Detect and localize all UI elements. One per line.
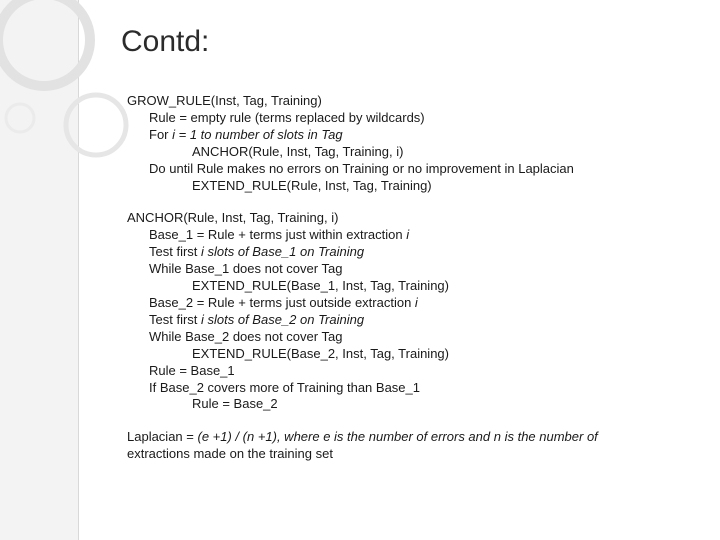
code-line: While Base_2 does not cover Tag [149,328,343,344]
code-line: Rule = Base_1 [149,362,235,378]
anchor-block [127,210,707,413]
text-line: extractions made on the training set [127,446,333,462]
code-line: Test first i slots of Base_1 on Training [149,244,365,260]
code-line: GROW_RULE(Inst, Tag, Training) [127,93,322,108]
left-sidebar-panel [0,0,79,540]
code-line: EXTEND_RULE(Rule, Inst, Tag, Training) [192,177,432,193]
slide-title: Contd: [121,25,210,58]
code-line: While Base_1 does not cover Tag [149,261,343,277]
code-line: For i = 1 to number of slots in Tag [149,126,343,142]
code-line: ANCHOR(Rule, Inst, Tag, Training, i) [192,143,404,159]
code-line: Base_1 = Rule + terms just within extraction i [149,227,410,243]
laplacian-note [127,429,707,463]
code-line: Rule = empty rule (terms replaced by wildcards) [149,109,425,125]
grow-rule-block [127,93,707,194]
code-line: ANCHOR(Rule, Inst, Tag, Training, i) [127,210,339,226]
slide-body [127,93,707,463]
code-line: If Base_2 covers more of Training than Base_1 [149,379,420,395]
code-line: EXTEND_RULE(Base_1, Inst, Tag, Training) [192,278,449,294]
code-line: EXTEND_RULE(Base_2, Inst, Tag, Training) [192,345,449,361]
code-line: Test first i slots of Base_2 on Training [149,311,365,327]
text-line: Laplacian = (e +1) / (n +1), where e is the number of errors and n is the number of [127,429,598,445]
code-line: Do until Rule makes no errors on Training or no improvement in Laplacian [149,160,574,176]
code-line: Base_2 = Rule + terms just outside extraction i [149,294,418,310]
code-line: Rule = Base_2 [192,396,278,412]
